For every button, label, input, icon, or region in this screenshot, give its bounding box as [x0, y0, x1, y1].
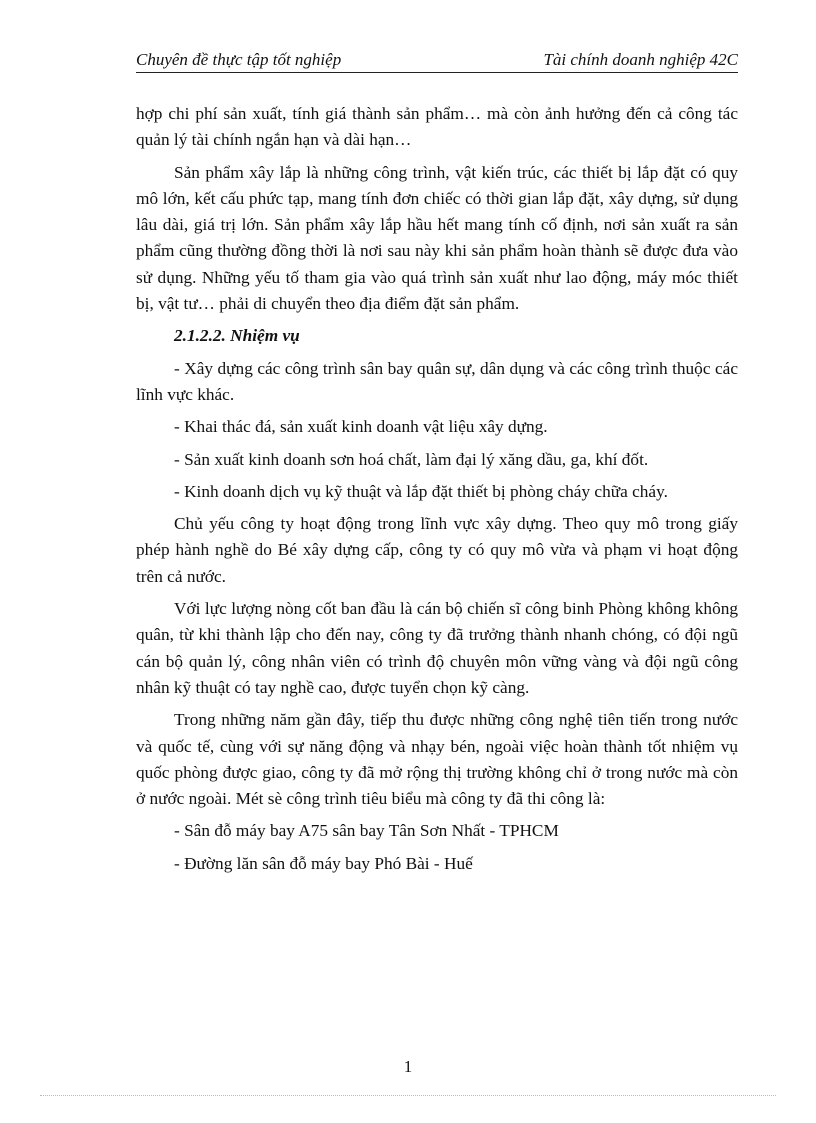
paragraph-scope: Chủ yếu công ty hoạt động trong lĩnh vực xây dựng. Theo quy mô trong giấy phép hành nghề do Bé xây dựng cấp, công ty có quy mô vừa và phạm vi hoạt động trên cả nước.	[136, 514, 738, 586]
header-divider	[136, 72, 738, 73]
task-item-2: - Khai thác đá, sản xuất kinh doanh vật liệu xây dựng.	[174, 417, 548, 437]
paragraph-recent-years: Trong những năm gần đây, tiếp thu được những công nghệ tiên tiến trong nước và quốc tế, cùng với sự năng động và nhạy bén, ngoài việc hoàn thành tốt nhiệm vụ quốc phòng được giao, công ty đã mở rộng thị trường không chỉ ở trong nước mà còn ở nước ngoài. Mét sè công trình tiêu biểu mà công ty đã thi công là:	[136, 710, 738, 809]
paragraph-product-description: Sản phẩm xây lắp là những công trình, vật kiến trúc, các thiết bị lắp đặt có quy mô lớn, kết cấu phức tạp, mang tính đơn chiếc có thời gian lắp đặt, xây dựng, sử dụng lâu dài, giá trị lớn. Sản phẩm xây lắp hầu hết mang tính cố định, nơi sản xuất ra sản phẩm cũng thường đồng thời là nơi sau này khi sản phẩm hoàn thành sẽ được đưa vào sử dụng. Những yếu tố tham gia vào quá trình sản xuất như lao động, máy móc thiết bị, vật tư… phải di chuyển theo địa điểm đặt sản phẩm.	[136, 162, 738, 314]
task-item-1: - Xây dựng các công trình sân bay quân sự, dân dụng và các công trình thuộc các lĩnh vực khác.	[136, 358, 738, 404]
page-bottom-border	[40, 1095, 776, 1096]
section-heading: 2.1.2.2. Nhiệm vụ	[174, 326, 300, 346]
project-item-2: - Đường lăn sân đỗ máy bay Phó Bài - Huế	[174, 853, 473, 873]
header-right-title: Tài chính doanh nghiệp 42C	[543, 50, 738, 69]
paragraph-continuation: hợp chi phí sản xuất, tính giá thành sản phẩm… mà còn ảnh hưởng đến cả công tác quản lý tài chính ngắn hạn và dài hạn…	[136, 104, 738, 150]
task-item-3: - Sản xuất kinh doanh sơn hoá chất, làm đại lý xăng dầu, ga, khí đốt.	[174, 449, 649, 469]
task-item-4: - Kinh doanh dịch vụ kỹ thuật và lắp đặt thiết bị phòng cháy chữa cháy.	[174, 481, 668, 501]
project-item-1: - Sân đỗ máy bay A75 sân bay Tân Sơn Nhất - TPHCM	[174, 821, 559, 841]
page-number: 1	[403, 1057, 413, 1076]
document-body	[136, 101, 738, 883]
header-left-title: Chuyên đề thực tập tốt nghiệp	[136, 50, 342, 69]
paragraph-workforce: Với lực lượng nòng cốt ban đầu là cán bộ chiến sĩ công binh Phòng không không quân, từ khi thành lập cho đến nay, công ty đã trưởng thành nhanh chóng, có đội ngũ cán bộ quản lý, công nhân viên có trình độ chuyên môn vững vàng và đội ngũ công nhân kỹ thuật có tay nghề cao, được tuyển chọn kỹ càng.	[136, 599, 738, 697]
